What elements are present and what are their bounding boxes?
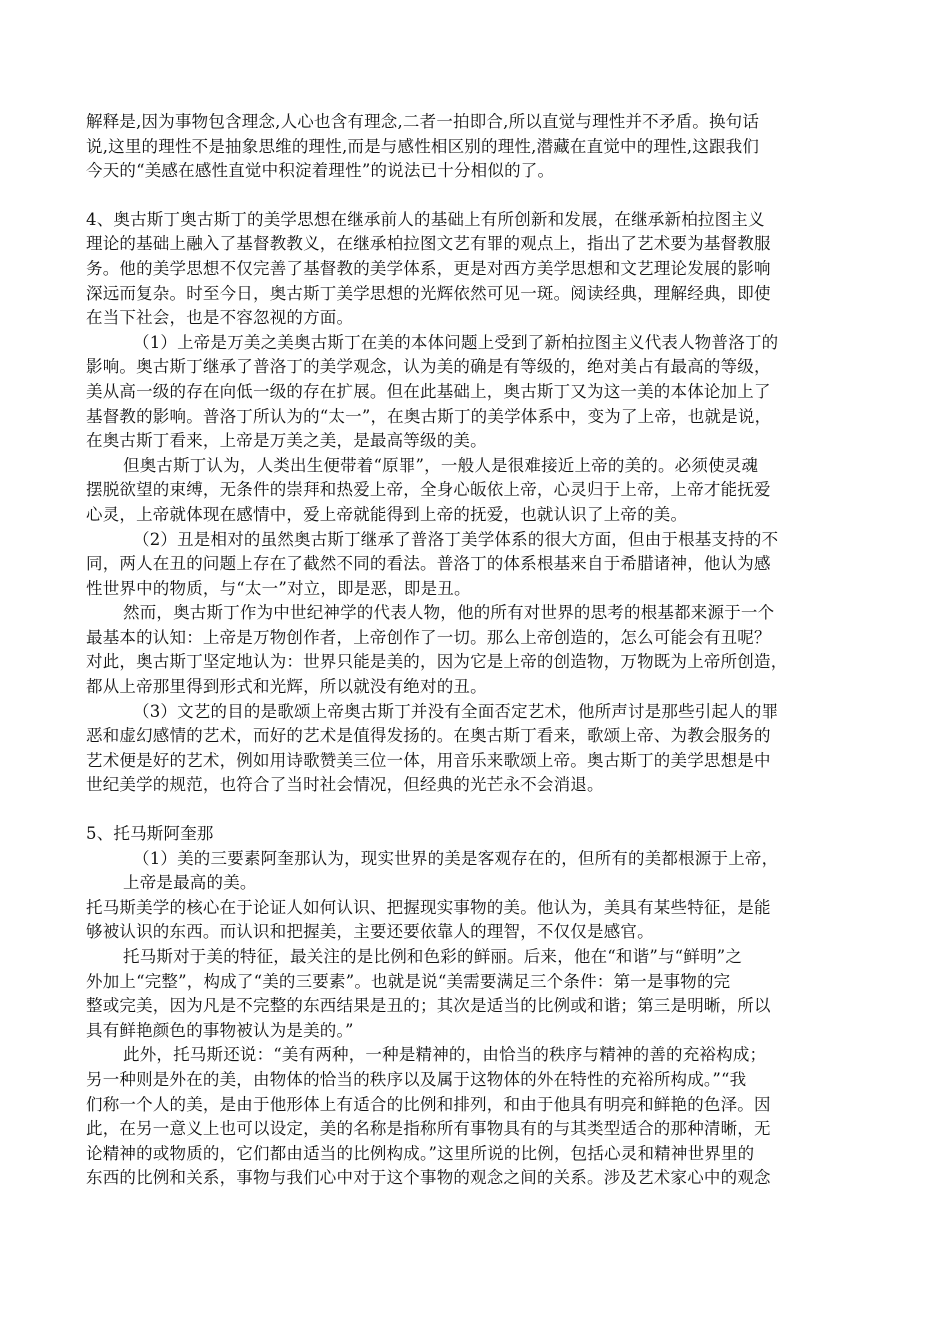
section-heading-line: 4、奥古斯丁奥古斯丁的美学思想在继承前人的基础上有所创新和发展，在继承新柏拉图主义	[86, 209, 765, 229]
text-line: 们称一个人的美，是由于他形体上有适合的比例和排列，和由于他具有明亮和鲜艳的色泽。因	[86, 1094, 771, 1114]
section-aquinas	[86, 822, 886, 1191]
text-line: 但奥古斯丁认为，人类出生便带着“原罪”，一般人是很难接近上帝的美的。必须使灵魂	[123, 455, 759, 475]
section-augustine	[86, 208, 886, 798]
paragraph-gap	[86, 798, 886, 822]
section-heading-line: 5、托马斯阿奎那	[86, 824, 214, 844]
text-line: 说,这里的理性不是抽象思维的理性,而是与感性相区别的理性,潜藏在直觉中的理性,这跟我们	[86, 136, 760, 156]
text-line: 上帝是最高的美。	[123, 873, 257, 893]
document-page	[86, 110, 886, 1191]
text-line: 艺术便是好的艺术，例如用诗歌赞美三位一体，用音乐来歌颂上帝。奥古斯丁的美学思想是中	[86, 750, 771, 770]
subsection-heading-line: （2）丑是相对的虽然奥古斯丁继承了普洛丁美学体系的很大方面，但由于根基支持的不	[133, 529, 779, 549]
text-line: 性世界中的物质，与“太一”对立，即是恶，即是丑。	[86, 578, 471, 598]
text-line: 务。他的美学思想不仅完善了基督教的美学体系，更是对西方美学思想和文艺理论发展的影响	[86, 258, 771, 278]
text-line: 最基本的认知：上帝是万物创作者，上帝创作了一切。那么上帝创造的，怎么可能会有丑呢？	[86, 627, 771, 647]
text-line: 深远而复杂。时至今日，奥古斯丁美学思想的光辉依然可见一斑。阅读经典，理解经典，即使	[86, 283, 771, 303]
text-line: 托马斯对于美的特征，最关注的是比例和色彩的鲜丽。后来，他在“和谐”与“鲜明”之	[123, 947, 743, 966]
text-line: 在奥古斯丁看来，上帝是万美之美，是最高等级的美。	[86, 431, 487, 451]
text-line: 然而，奥古斯丁作为中世纪神学的代表人物，他的所有对世界的思考的根基都来源于一个	[123, 603, 775, 623]
text-line: 论精神的或物质的，它们都由适当的比例构成。”这里所说的比例，包括心灵和精神世界里的	[86, 1143, 755, 1163]
text-line: 在当下社会，也是不容忽视的方面。	[86, 308, 354, 328]
text-line: 另一种则是外在的美，由物体的恰当的秩序以及属于这物体的外在特性的充裕所构成。”“我	[86, 1069, 747, 1089]
text-line: 托马斯美学的核心在于论证人如何认识、把握现实事物的美。他认为，美具有某些特征，是能	[86, 897, 771, 917]
text-line: 对此，奥古斯丁坚定地认为：世界只能是美的，因为它是上帝的创造物，万物既为上帝所创造，	[86, 652, 788, 672]
text-line: 恶和虚幻感情的艺术，而好的艺术是值得发扬的。在奥古斯丁看来，歌颂上帝、为教会服务的	[86, 726, 771, 746]
text-line: 解释是,因为事物包含理念,人心也含有理念,二者一拍即合,所以直觉与理性并不矛盾。换句话	[86, 112, 760, 131]
text-line: 外加上“完整”，构成了“美的三要素”。也就是说“美需要满足三个条件：第一是事物的完	[86, 971, 731, 991]
subsection-heading-line: （1）美的三要素阿奎那认为，现实世界的美是客观存在的，但所有的美都根源于上帝，	[133, 848, 779, 868]
intro-paragraph	[86, 110, 886, 184]
paragraph-gap	[86, 184, 886, 208]
text-line: 同，两人在丑的问题上存在了截然不同的看法。普洛丁的体系根基来自于希腊诸神，他认为感	[86, 554, 771, 574]
subsection-heading-line: （1）上帝是万美之美奥古斯丁在美的本体问题上受到了新柏拉图主义代表人物普洛丁的	[133, 332, 779, 352]
text-line: 理论的基础上融入了基督教教义，在继承柏拉图文艺有罪的观点上，指出了艺术要为基督教服	[86, 234, 771, 254]
text-line: 美从高一级的存在向低一级的存在扩展。但在此基础上，奥古斯丁又为这一美的本体论加上了	[86, 381, 771, 401]
text-line: 够被认识的东西。而认识和把握美，主要还要依靠人的理智，不仅仅是感官。	[86, 922, 654, 942]
text-line: 都从上帝那里得到形式和光辉，所以就没有绝对的丑。	[86, 677, 487, 697]
text-line: 心灵，上帝就体现在感情中，爱上帝就能得到上帝的抚爱，也就认识了上帝的美。	[86, 504, 688, 524]
subsection-heading-line: （3）文艺的目的是歌颂上帝奥古斯丁并没有全面否定艺术，他所声讨是那些引起人的罪	[133, 701, 779, 721]
text-line: 世纪美学的规范，也符合了当时社会情况，但经典的光芒永不会消退。	[86, 775, 604, 795]
text-line: 此外，托马斯还说：“美有两种，一种是精神的，由恰当的秩序与精神的善的充裕构成；	[123, 1045, 767, 1065]
text-line: 具有鲜艳颜色的事物被认为是美的。”	[86, 1020, 354, 1040]
text-line: 东西的比例和关系，事物与我们心中对于这个事物的观念之间的关系。涉及艺术家心中的观念	[86, 1168, 771, 1188]
text-line: 影响。奥古斯丁继承了普洛丁的美学观念，认为美的确是有等级的，绝对美占有最高的等级，	[86, 357, 771, 377]
text-line: 今天的“美感在感性直觉中积淀着理性”的说法已十分相似的了。	[86, 161, 555, 181]
text-line: 基督教的影响。普洛丁所认为的“太一”，在奥古斯丁的美学体系中，变为了上帝，也就是说，	[86, 406, 772, 426]
text-line: 此，在另一意义上也可以设定，美的名称是指称所有事物具有的与其类型适合的那种清晰，无	[86, 1119, 771, 1139]
text-line: 摆脱欲望的束缚，无条件的崇拜和热爱上帝，全身心皈依上帝，心灵归于上帝，上帝才能抚爱	[86, 480, 771, 500]
text-line: 整或完美，因为凡是不完整的东西结果是丑的；其次是适当的比例或和谐；第三是明晰，所以	[86, 996, 771, 1016]
